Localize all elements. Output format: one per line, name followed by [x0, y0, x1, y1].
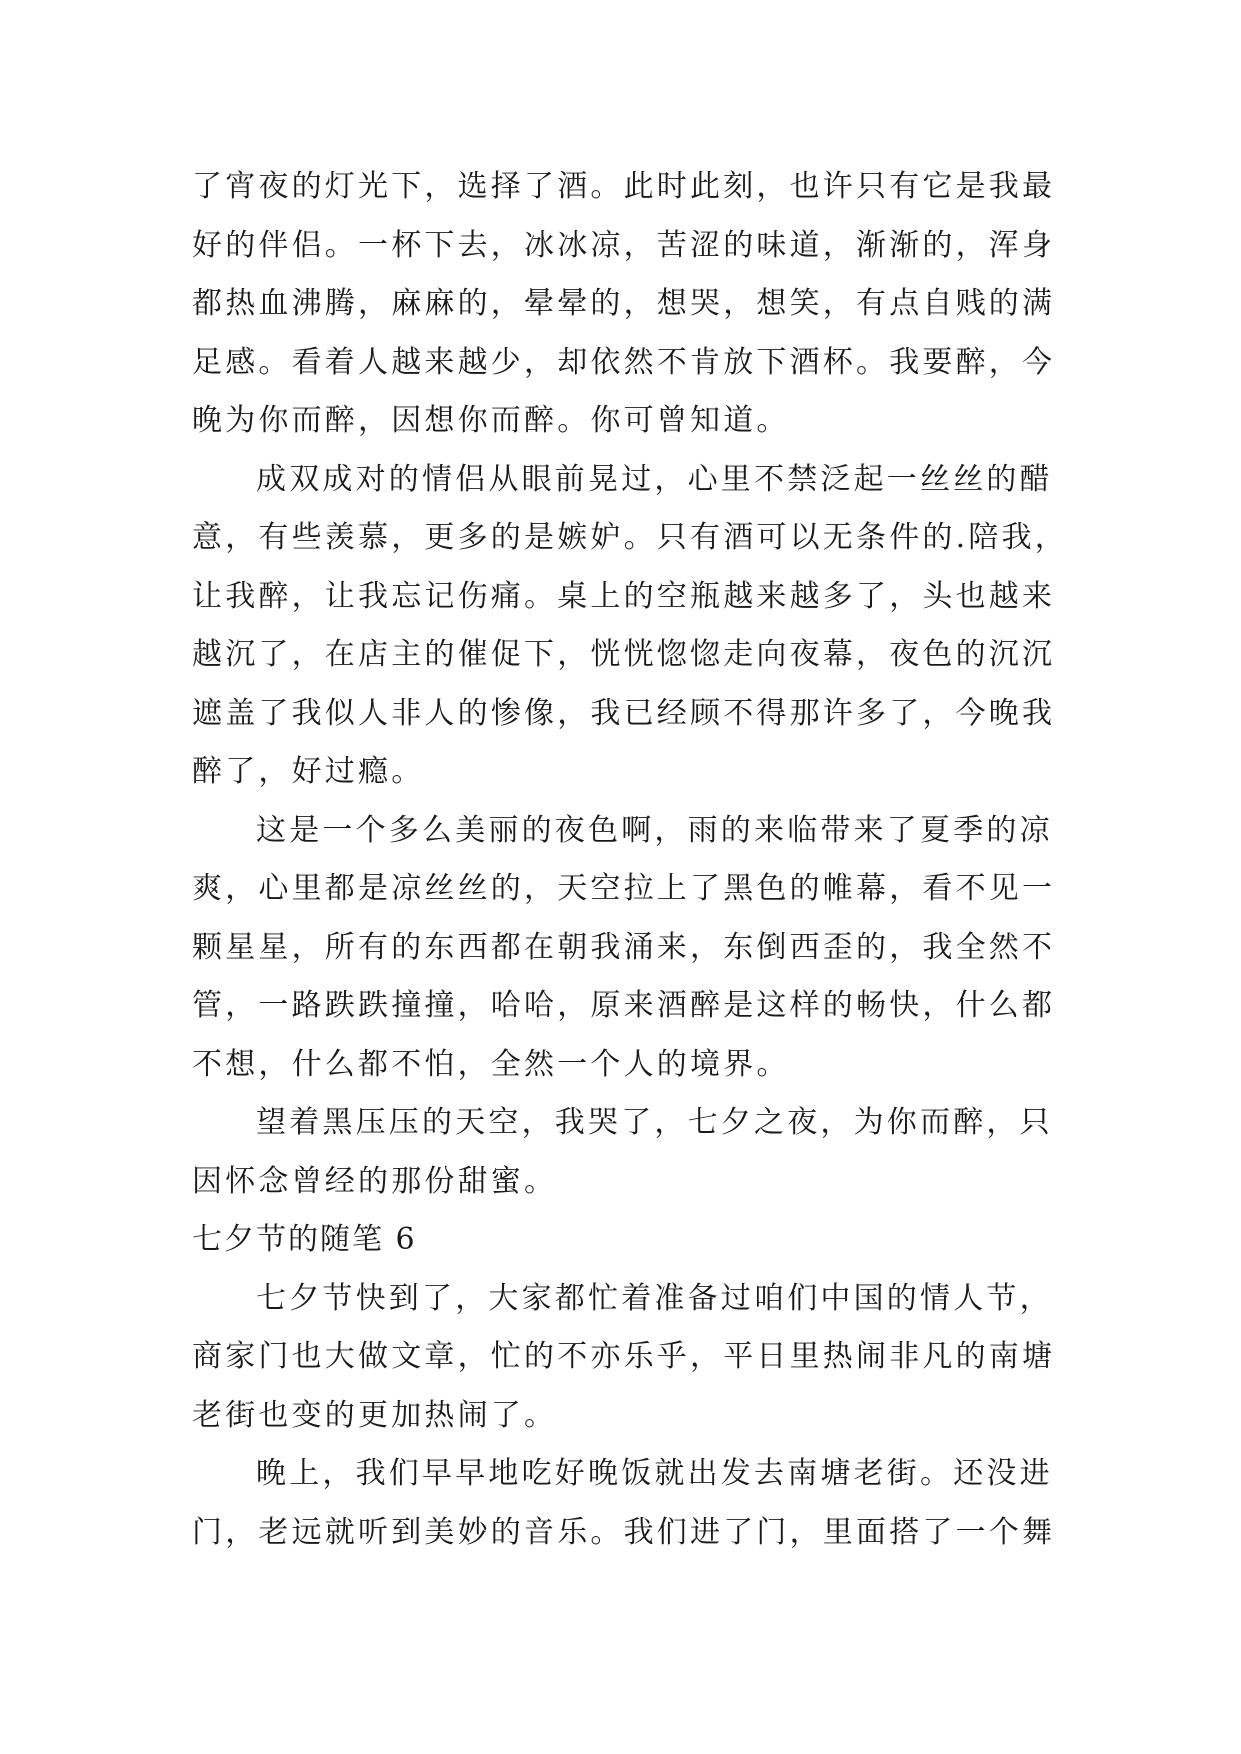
text-line: 遮盖了我似人非人的惨像，我已经顾不得那许多了，今晚我	[192, 695, 1056, 731]
text-line: 商家门也大做文章，忙的不亦乐乎，平日里热闹非凡的南塘	[192, 1339, 1056, 1374]
text-line: 好的伴侣。一杯下去，冰冰凉，苦涩的味道，渐渐的，浑身	[192, 227, 1056, 263]
text-line: 醉了，好过瘾。	[192, 754, 425, 789]
paragraph-first-line: 晚上，我们早早地吃好晚饭就出发去南塘老街。还没进	[256, 1456, 1053, 1491]
text-line: 爽，心里都是凉丝丝的，天空拉上了黑色的帷幕，看不见一	[192, 871, 1056, 906]
text-line: 因怀念曾经的那份甜蜜。	[192, 1163, 558, 1199]
text-line: 都热血沸腾，麻麻的，晕晕的，想哭，想笑，有点自贱的满	[192, 286, 1056, 321]
text-line: 意，有些羡慕，更多的是嫉妒。只有酒可以无条件的.陪我，	[192, 520, 1068, 555]
paragraph-first-line: 成双成对的情侣从眼前晃过，心里不禁泛起一丝丝的醋	[256, 461, 1053, 497]
text-line: 门，老远就听到美妙的音乐。我们进了门，里面搭了一个舞	[192, 1514, 1056, 1550]
text-line: 不想，什么都不怕，全然一个人的境界。	[192, 1046, 790, 1082]
paragraph-first-line: 七夕节快到了，大家都忙着准备过咱们中国的情人节，	[256, 1280, 1053, 1316]
text-line: 晚为你而醉，因想你而醉。你可曾知道。	[192, 403, 790, 438]
paragraph-first-line: 望着黑压压的天空，我哭了，七夕之夜，为你而醉，只	[256, 1105, 1053, 1140]
text-line: 管，一路跌跌撞撞，哈哈，原来酒醉是这样的畅快，什么都	[192, 988, 1056, 1023]
text-line: 越沉了，在店主的催促下，恍恍惚惚走向夜幕，夜色的沉沉	[192, 637, 1056, 672]
document-body	[192, 158, 1068, 1562]
text-line: 让我醉，让我忘记伤痛。桌上的空瓶越来越多了，头也越来	[192, 578, 1056, 614]
text-line: 颗星星，所有的东西都在朝我涌来，东倒西歪的，我全然不	[192, 929, 1056, 965]
text-line: 足感。看着人越来越少，却依然不肯放下酒杯。我要醉，今	[192, 344, 1056, 380]
section-heading: 七夕节的随笔 6	[192, 1222, 417, 1257]
paragraph-first-line: 这是一个多么美丽的夜色啊，雨的来临带来了夏季的凉	[256, 812, 1053, 848]
text-line: 了宵夜的灯光下，选择了酒。此时此刻，也许只有它是我最	[192, 169, 1056, 204]
text-line: 老街也变的更加热闹了。	[192, 1397, 558, 1433]
